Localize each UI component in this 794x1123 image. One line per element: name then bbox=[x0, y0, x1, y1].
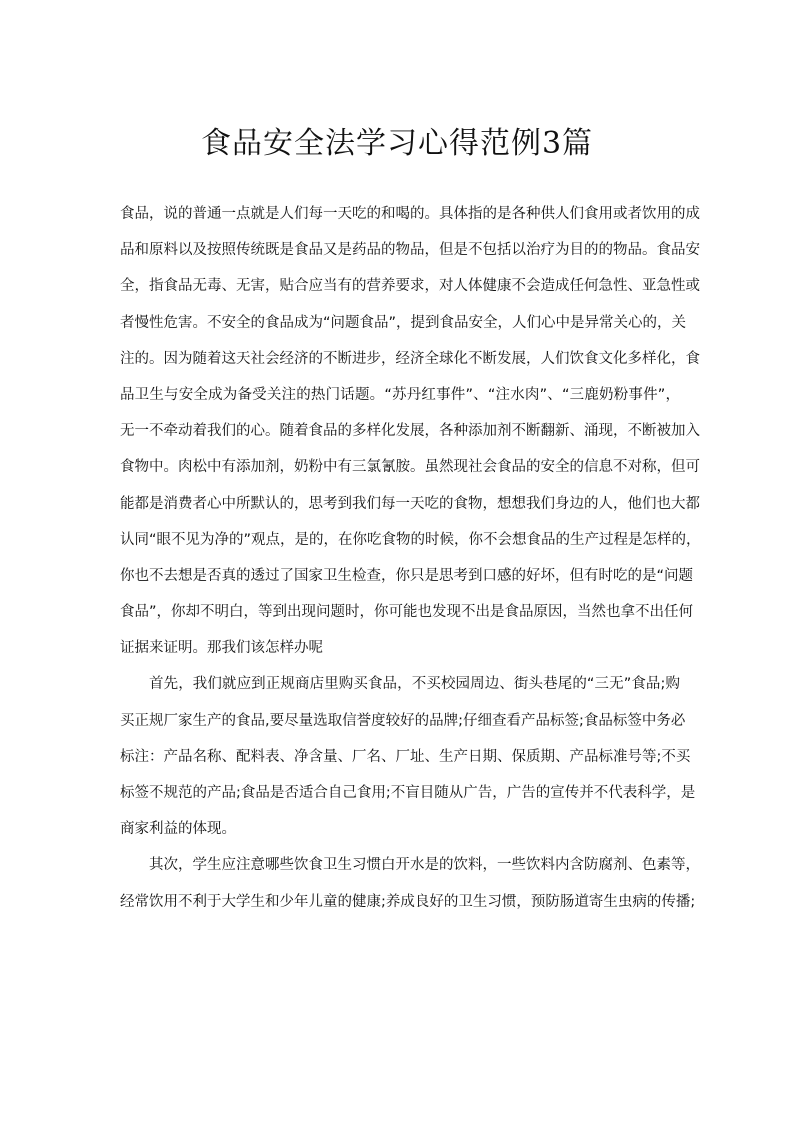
body-line: 者慢性危害。不安全的食品成为“问题食品”，提到食品安全，人们心中是异常关心的，关 bbox=[120, 314, 687, 331]
body-line: 能都是消费者心中所默认的，思考到我们每一天吃的食物，想想我们身边的人，他们也大都 bbox=[120, 495, 700, 512]
body-line: 你也不去想是否真的透过了国家卫生检查，你只是思考到口感的好坏，但有时吃的是“问题 bbox=[120, 567, 694, 584]
body-line: 其次，学生应注意哪些饮食卫生习惯白开水是的饮料，一些饮料内含防腐剂、色素等， bbox=[149, 857, 700, 874]
body-line: 品卫生与安全成为备受关注的热门话题。“苏丹红事件”、“注水肉”、“三鹿奶粉事件”， bbox=[120, 386, 680, 403]
body-line: 认同“眼不见为净的”观点，是的，在你吃食物的时候，你不会想食品的生产过程是怎样的， bbox=[120, 531, 701, 548]
body-line: 首先，我们就应到正规商店里购买食品，不买校园周边、街头巷尾的“三无”食品;购 bbox=[149, 676, 680, 693]
body-line: 全，指食品无毒、无害，贴合应当有的营养要求，对人体健康不会造成任何急性、亚急性或 bbox=[120, 278, 700, 295]
body-line: 食品，说的普通一点就是人们每一天吃的和喝的。具体指的是各种供人们食用或者饮用的成 bbox=[120, 206, 700, 222]
body-line: 买正规厂家生产的食品,要尽量选取信誉度较好的品牌;仔细查看产品标签;食品标签中务必 bbox=[120, 712, 686, 729]
body-line: 无一不牵动着我们的心。随着食品的多样化发展，各种添加剂不断翻新、涌现，不断被加入 bbox=[120, 423, 700, 440]
body-line: 注的。因为随着这天社会经济的不断进步，经济全球化不断发展，人们饮食文化多样化，食 bbox=[120, 350, 700, 367]
body-line: 商家利益的体现。 bbox=[120, 821, 236, 838]
body-line: 标签不规范的产品;食品是否适合自己食用;不盲目随从广告，广告的宣传并不代表科学，是 bbox=[120, 785, 696, 801]
document-body bbox=[120, 196, 701, 920]
body-line: 标注：产品名称、配料表、净含量、厂名、厂址、生产日期、保质期、产品标准号等;不买 bbox=[120, 748, 691, 765]
body-line: 食品”，你却不明白，等到出现问题时，你可能也发现不出是食品原因，当然也拿不出任何 bbox=[120, 604, 694, 621]
body-line: 经常饮用不利于大学生和少年儿童的健康;养成良好的卫生习惯，预防肠道寄生虫病的传播; bbox=[120, 893, 696, 910]
body-line: 食物中。肉松中有添加剂，奶粉中有三氯氰胺。虽然现社会食品的安全的信息不对称，但可 bbox=[120, 459, 700, 476]
body-line: 证据来证明。那我们该怎样办呢 bbox=[120, 640, 323, 657]
document-title: 食品安全法学习心得范例3篇 bbox=[200, 126, 594, 161]
body-line: 品和原料以及按照传统既是食品又是药品的物品，但是不包括以治疗为目的的物品。食品安 bbox=[120, 242, 700, 259]
